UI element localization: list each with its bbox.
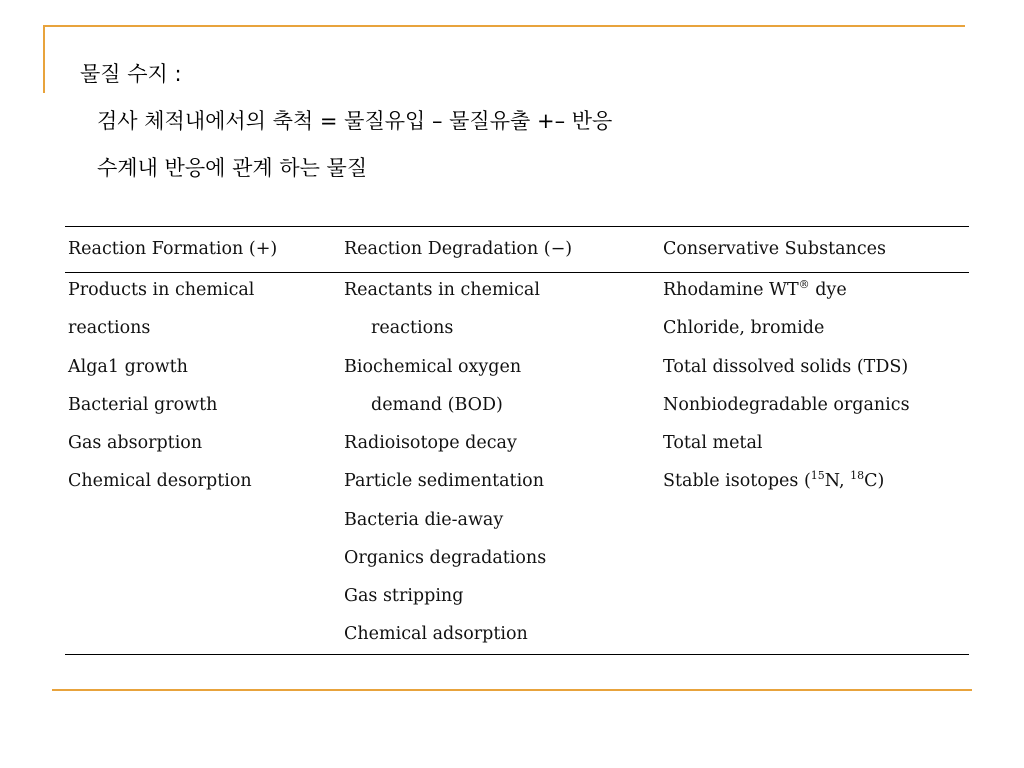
degradation-item: Radioisotope decay [344,433,517,453]
formation-item: Gas absorption [68,433,203,453]
isotope-mass-15: 15 [810,469,825,482]
rhodamine-suffix: dye [809,280,847,300]
formation-item: Alga1 growth [68,357,188,377]
isotopes-prefix: Stable isotopes ( [663,471,811,491]
header-reaction-degradation: Reaction Degradation (−) [344,239,573,259]
degradation-item: Gas stripping [344,586,464,606]
degradation-item: Reactants in chemical [344,280,540,300]
isotope-n: N, [824,471,851,491]
heading-mass-balance: 물질 수지 : [80,62,182,86]
conservative-item: Chloride, bromide [663,318,825,338]
degradation-item: Biochemical oxygen [344,357,522,377]
degradation-item: Particle sedimentation [344,471,544,491]
table-header-row [65,227,969,273]
isotope-mass-18: 18 [850,469,865,482]
conservative-item-isotopes [663,471,884,491]
formation-item: Bacterial growth [68,395,218,415]
conservative-item: Total dissolved solids (TDS) [663,357,909,377]
header-conservative-substances: Conservative Substances [663,239,886,259]
isotope-c: C) [864,471,885,491]
bottom-rule [52,689,972,691]
formation-item: Products in chemical [68,280,255,300]
registered-mark: ® [798,278,810,291]
conservative-item: Nonbiodegradable organics [663,395,910,415]
subtitle-line: 수계내 반응에 관계 하는 물질 [97,156,368,180]
degradation-item: Organics degradations [344,548,547,568]
degradation-item: Chemical adsorption [344,624,528,644]
degradation-item: reactions [371,318,454,338]
equation-line: 검사 체적내에서의 축척 = 물질유입 – 물질유출 +– 반응 [97,109,613,133]
left-accent-rule [43,25,45,93]
reaction-table [65,226,969,655]
rhodamine-text: Rhodamine WT [663,280,799,300]
table-body [65,273,969,654]
conservative-item: Total metal [663,433,763,453]
formation-item: Chemical desorption [68,471,252,491]
degradation-item: Bacteria die-away [344,510,504,530]
conservative-item-rhodamine [663,280,847,300]
degradation-item: demand (BOD) [371,395,503,415]
header-reaction-formation: Reaction Formation (+) [68,239,278,259]
formation-item: reactions [68,318,151,338]
top-rule [43,25,965,27]
